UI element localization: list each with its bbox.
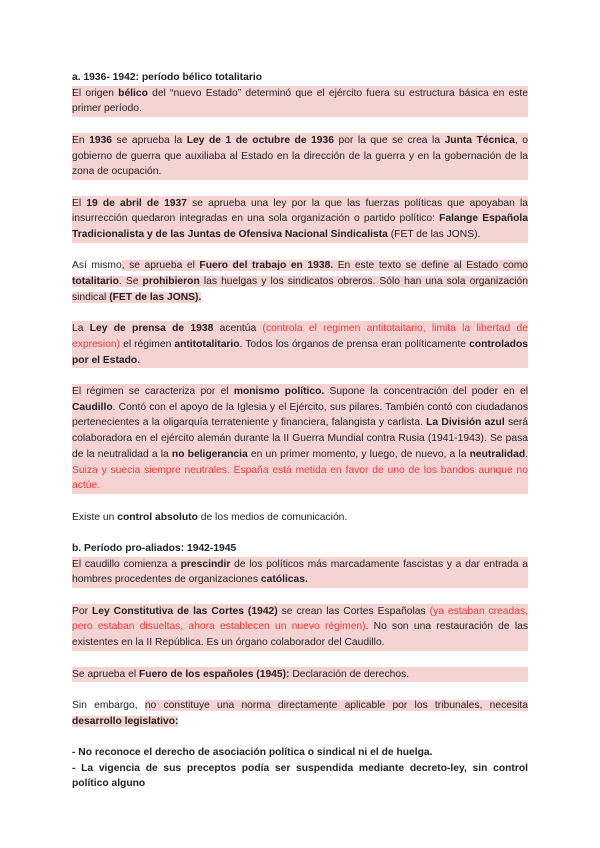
paragraph-fuero-espanoles: Se aprueba el Fuero de los españoles (1945): Declaración de derechos. — [72, 667, 528, 683]
paragraph-control-absoluto: Existe un control absoluto de los medios de comunicación. — [72, 511, 348, 523]
paragraph-cortes: Por Ley Constitutiva de las Cortes (1942) se crean las Cortes Españolas (ya estaban creadas, pero estaban disueltas, ahora establecen un nuevo régimen). No son una restauración de las existentes en la II República. Es un órgano colaborador del Caudillo. — [72, 604, 528, 651]
list-item-vigencia: - La vigencia de sus preceptos podía ser suspendida mediante decreto-ley, sin control político alguno — [72, 762, 528, 790]
paragraph-sin-embargo: Sin embargo, no constituye una norma directamente aplicable por los tribunales, necesita desarrollo legislativo: — [72, 699, 528, 727]
paragraph-junta-tecnica: En 1936 se aprueba la Ley de 1 de octubre de 1936 por la que se crea la Junta Técnica, o gobierno de guerra que auxiliaba al Estado en la dirección de la guerra y en la gobernación de la zona de ocupación. — [72, 133, 528, 180]
section-b-heading: b. Período pro-aliados: 1942-1945 — [72, 542, 237, 554]
paragraph-prescindir: El caudillo comienza a prescindir de los políticos más marcadamente fascistas y a dar entrada a hombres procedentes de organizaciones católicas. — [72, 557, 528, 588]
paragraph-falange: El 19 de abril de 1937 se aprueba una ley por la que las fuerzas políticas que apoyaban la insurrección quedaron integradas en una sola organización o partido político: Falange Española Tradicionalista y de las Juntas de Ofensiva Nacional Sindicalista (FET de las JONS). — [72, 196, 528, 243]
list-item-asociacion: - No reconoce el derecho de asociación política o sindical ni el de huelga. — [72, 747, 433, 759]
paragraph-ley-prensa: La Ley de prensa de 1938 acentúa (controla el regimen antitotaitario, limita la libertad de expresion) el régimen antitotalitario. Todos los órganos de prensa eran políticamente controlados por el Estado. — [72, 321, 528, 368]
paragraph-fuero-trabajo: Así mismo, se aprueba el Fuero del trabajo en 1938. En este texto se define al Estado como totalitario. Se prohibieron las huelgas y los sindicatos obreros. Sólo han una sola organización sindical (FET de las JONS). — [72, 260, 528, 303]
document-page — [72, 70, 528, 792]
paragraph-monismo: El régimen se caracteriza por el monismo político. Supone la concentración del poder en el Caudillo. Contó con el apoyo de la Iglesia y el Ejército, sus pilares. También contó con ciudadanos pertenecientes a la oligarquía terrateniente y financiera, falangista y carlista. La División azul será colaboradora en el ejército alemán durante la II Guerra Mundial contra Rusia (1941-1943). Se pasa de la neutralidad a la no beligerancia en un primer momento, y luego, de nuevo, a la neutralidad. Suiza y suecia siempre neutrales. España está metida en favor de uno de los bandos aunque no actúe. — [72, 384, 528, 494]
paragraph-origen: El origen bélico del “nuevo Estado” determinó que el ejército fuera su estructura básica en este primer período. — [72, 86, 528, 117]
section-a-heading: a. 1936- 1942: período bélico totalitario — [72, 72, 262, 83]
